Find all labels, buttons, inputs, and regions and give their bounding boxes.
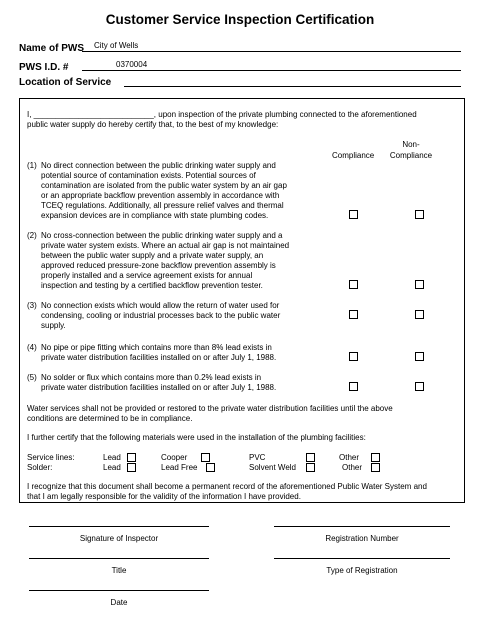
item-5-line-1: No solder or flux which contains more than 0.2% lead exists in (41, 373, 262, 382)
item-5-compliance-checkbox[interactable] (349, 382, 358, 391)
pws-name-value: City of Wells (94, 41, 139, 50)
item-1-line-5: TCEQ regulations. Additionally, all pressure relief valves and thermal (41, 201, 284, 210)
signature-label: Signature of Inspector (79, 534, 159, 543)
item-4-noncompliance-checkbox[interactable] (415, 352, 424, 361)
location-field[interactable] (124, 75, 461, 87)
item-3-line-1: No connection exists which would allow the return of water used for (41, 301, 280, 310)
pws-name-field[interactable] (82, 40, 461, 52)
title-line[interactable] (29, 558, 209, 559)
signature-line[interactable] (29, 526, 209, 527)
col-noncompliance-1: Non- (402, 140, 420, 149)
pws-name-label: Name of PWS (19, 43, 85, 54)
type-of-registration-line[interactable] (274, 558, 450, 559)
item-2-line-6: inspection and testing by a certified backflow prevention tester. (41, 281, 263, 290)
intro-line-2: public water supply do hereby certify that, to the best of my knowledge: (27, 120, 279, 129)
item-1-line-2: potential source of contamination exists. Potential sources of (41, 171, 256, 180)
item-5-line-2: private water distribution facilities installed on or after July 1, 1988. (41, 383, 277, 392)
item-1-number: (1) (27, 161, 37, 170)
item-1-line-4: or an appropriate backflow prevention assembly in accordance with (41, 191, 280, 200)
item-4-compliance-checkbox[interactable] (349, 352, 358, 361)
solder-lead-free-checkbox[interactable] (206, 463, 215, 472)
item-1-line-3: contamination are isolated from the public water system by an air gap (41, 181, 287, 190)
item-2-line-2: private water system exists. Where an actual air gap is not maintained (41, 241, 290, 250)
item-3-line-3: supply. (41, 321, 66, 330)
registration-number-line[interactable] (274, 526, 450, 527)
solder-other-label: Other (342, 463, 363, 472)
solder-lead-checkbox[interactable] (127, 463, 136, 472)
service-lead-label: Lead (103, 453, 121, 462)
item-2-noncompliance-checkbox[interactable] (415, 280, 424, 289)
service-pvc-label: PVC (249, 453, 266, 462)
service-pvc-checkbox[interactable] (306, 453, 315, 462)
item-3-line-2: condensing, cooling or industrial processes back to the public water (41, 311, 281, 320)
location-label: Location of Service (19, 77, 112, 88)
item-2-number: (2) (27, 231, 37, 240)
item-3-compliance-checkbox[interactable] (349, 310, 358, 319)
solder-solvent-weld-checkbox[interactable] (306, 463, 315, 472)
item-1-noncompliance-checkbox[interactable] (415, 210, 424, 219)
item-1-line-6: expansion devices are in compliance with state plumbing codes. (41, 211, 269, 220)
item-2-line-1: No cross-connection between the public drinking water supply and a (41, 231, 283, 240)
item-2-compliance-checkbox[interactable] (349, 280, 358, 289)
pws-id-field[interactable] (82, 59, 461, 71)
item-1-line-1: No direct connection between the public drinking water supply and (41, 161, 276, 170)
type-of-registration-label: Type of Registration (326, 566, 398, 575)
item-2-line-3: between the public water supply and a private water supply, an (41, 251, 264, 260)
recognize-line-2: that I am legally responsible for the validity of the information I have provided. (27, 492, 301, 501)
item-4-line-1: No pipe or pipe fitting which contains more than 8% lead exists in (41, 343, 272, 352)
item-4-number: (4) (27, 343, 37, 352)
intro-line-1: I, ___________________________, upon inspection of the private plumbing connected to the aforementioned (27, 110, 417, 119)
solder-lead-free-label: Lead Free (161, 463, 198, 472)
date-label: Date (110, 598, 128, 607)
service-copper-label: Cooper (161, 453, 188, 462)
title-label: Title (111, 566, 127, 575)
date-line[interactable] (29, 590, 209, 591)
col-compliance: Compliance (332, 151, 375, 160)
item-2-line-4: approved reduced pressure-zone backflow prevention assembly is (41, 261, 276, 270)
solder-label: Solder: (27, 463, 53, 472)
registration-number-label: Registration Number (325, 534, 399, 543)
recognize-line-1: I recognize that this document shall become a permanent record of the aforementioned Public Water System and (27, 482, 427, 491)
item-5-number: (5) (27, 373, 37, 382)
item-3-noncompliance-checkbox[interactable] (415, 310, 424, 319)
pws-id-label: PWS I.D. # (19, 62, 69, 73)
service-other-checkbox[interactable] (371, 453, 380, 462)
pws-id-value: 0370004 (116, 60, 148, 69)
service-lines-label: Service lines: (27, 453, 75, 462)
solder-other-checkbox[interactable] (371, 463, 380, 472)
service-other-label: Other (339, 453, 360, 462)
service-copper-checkbox[interactable] (201, 453, 210, 462)
solder-solvent-weld-label: Solvent Weld (249, 463, 296, 472)
solder-lead-label: Lead (103, 463, 121, 472)
item-4-line-2: private water distribution facilities installed on or after July 1, 1988. (41, 353, 277, 362)
item-2-line-5: properly installed and a service agreement exists for annual (41, 271, 253, 280)
page-title: Customer Service Inspection Certification (105, 12, 375, 27)
service-lead-checkbox[interactable] (127, 453, 136, 462)
item-3-number: (3) (27, 301, 37, 310)
materials-intro: I further certify that the following materials were used in the installation of the plumbing facilities: (27, 433, 366, 442)
item-1-compliance-checkbox[interactable] (349, 210, 358, 219)
water-services-line-2: conditions are determined to be in compliance. (27, 414, 193, 423)
water-services-line-1: Water services shall not be provided or restored to the private water distribution facilities until the above (27, 404, 393, 413)
col-noncompliance-2: Compliance (389, 151, 433, 160)
item-5-noncompliance-checkbox[interactable] (415, 382, 424, 391)
